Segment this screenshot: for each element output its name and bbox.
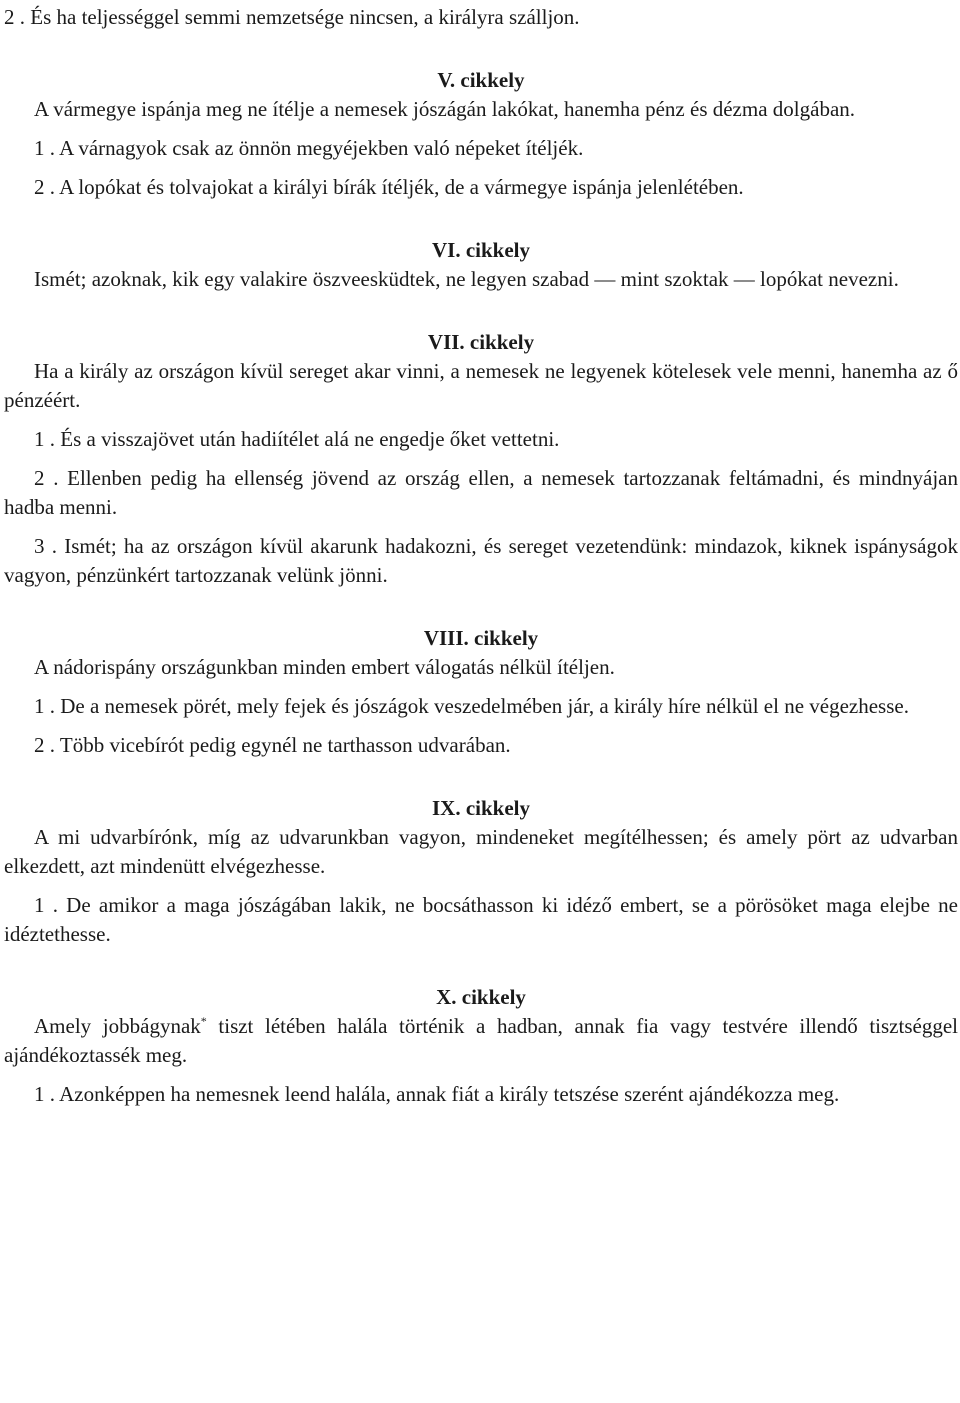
- paragraph: 2 . A lopókat és tolvajokat a királyi bírák ítéljék, de a vármegye ispánja jelenlétében.: [34, 175, 744, 199]
- paragraph: 3 . Ismét; ha az országon kívül akarunk hadakozni, és sereget vezetendünk: mindazok, kiknek ispányságok vagyon, pénzünkért tartozzanak velünk jönni.: [4, 534, 958, 587]
- paragraph: A nádorispány országunkban minden embert válogatás nélkül ítéljen.: [34, 655, 615, 679]
- paragraph: A mi udvarbírónk, míg az udvarunkban vagyon, mindeneket megítélhessen; és amely pört az udvarban elkezdett, azt mindenütt elvégezhesse.: [4, 825, 958, 878]
- article-heading-7: VII. cikkely: [427, 330, 535, 354]
- article-heading-6: VI. cikkely: [431, 238, 530, 262]
- article-heading-5: V. cikkely: [437, 68, 525, 92]
- article-heading-8: VIII. cikkely: [423, 626, 539, 650]
- paragraph: 1 . De amikor a maga jószágában lakik, ne bocsáthasson ki idéző embert, se a pörösöket maga elejbe ne idéztethesse.: [4, 893, 958, 946]
- paragraph: 2 . És ha teljességgel semmi nemzetsége nincsen, a királyra szálljon.: [4, 5, 580, 29]
- paragraph: 1 . A várnagyok csak az önnön megyéjekben való népeket ítéljék.: [34, 136, 584, 160]
- paragraph: 2 . Több vicebírót pedig egynél ne tarthasson udvarában.: [34, 733, 511, 757]
- article-heading-9: IX. cikkely: [431, 796, 530, 820]
- paragraph: Ismét; azoknak, kik egy valakire öszveesküdtek, ne legyen szabad — mint szoktak — lopókat nevezni.: [34, 267, 899, 291]
- document-page: [4, 0, 958, 1109]
- paragraph: 1 . De a nemesek pörét, mely fejek és jószágok veszedelmében jár, a király híre nélkül el ne végezhesse.: [34, 694, 909, 718]
- article-heading-10: X. cikkely: [436, 985, 526, 1009]
- paragraph: 1 . Azonképpen ha nemesnek leend halála, annak fiát a király tetszése szerént ajándékozza meg.: [34, 1082, 840, 1106]
- paragraph: 1 . És a visszajövet után hadiítélet alá ne engedje őket vettetni.: [34, 427, 560, 451]
- paragraph-text: tiszt létében halála történik a hadban, annak fia vagy testvére illendő tisztséggel ajándékoztassék meg.: [4, 1014, 958, 1067]
- paragraph: [4, 1012, 958, 1070]
- footnote-marker[interactable]: *: [200, 1014, 207, 1028]
- paragraph: 2 . Ellenben pedig ha ellenség jövend az ország ellen, a nemesek tartozzanak feltámadni, és mindnyájan hadba menni.: [4, 466, 958, 519]
- paragraph: Ha a király az országon kívül sereget akar vinni, a nemesek ne legyenek kötelesek vele menni, hanemha az ő pénzéért.: [4, 359, 958, 412]
- paragraph: A vármegye ispánja meg ne ítélje a nemesek jószágán lakókat, hanemha pénz és dézma dolgában.: [34, 97, 856, 121]
- paragraph-text: Amely jobbágynak: [34, 1014, 201, 1038]
